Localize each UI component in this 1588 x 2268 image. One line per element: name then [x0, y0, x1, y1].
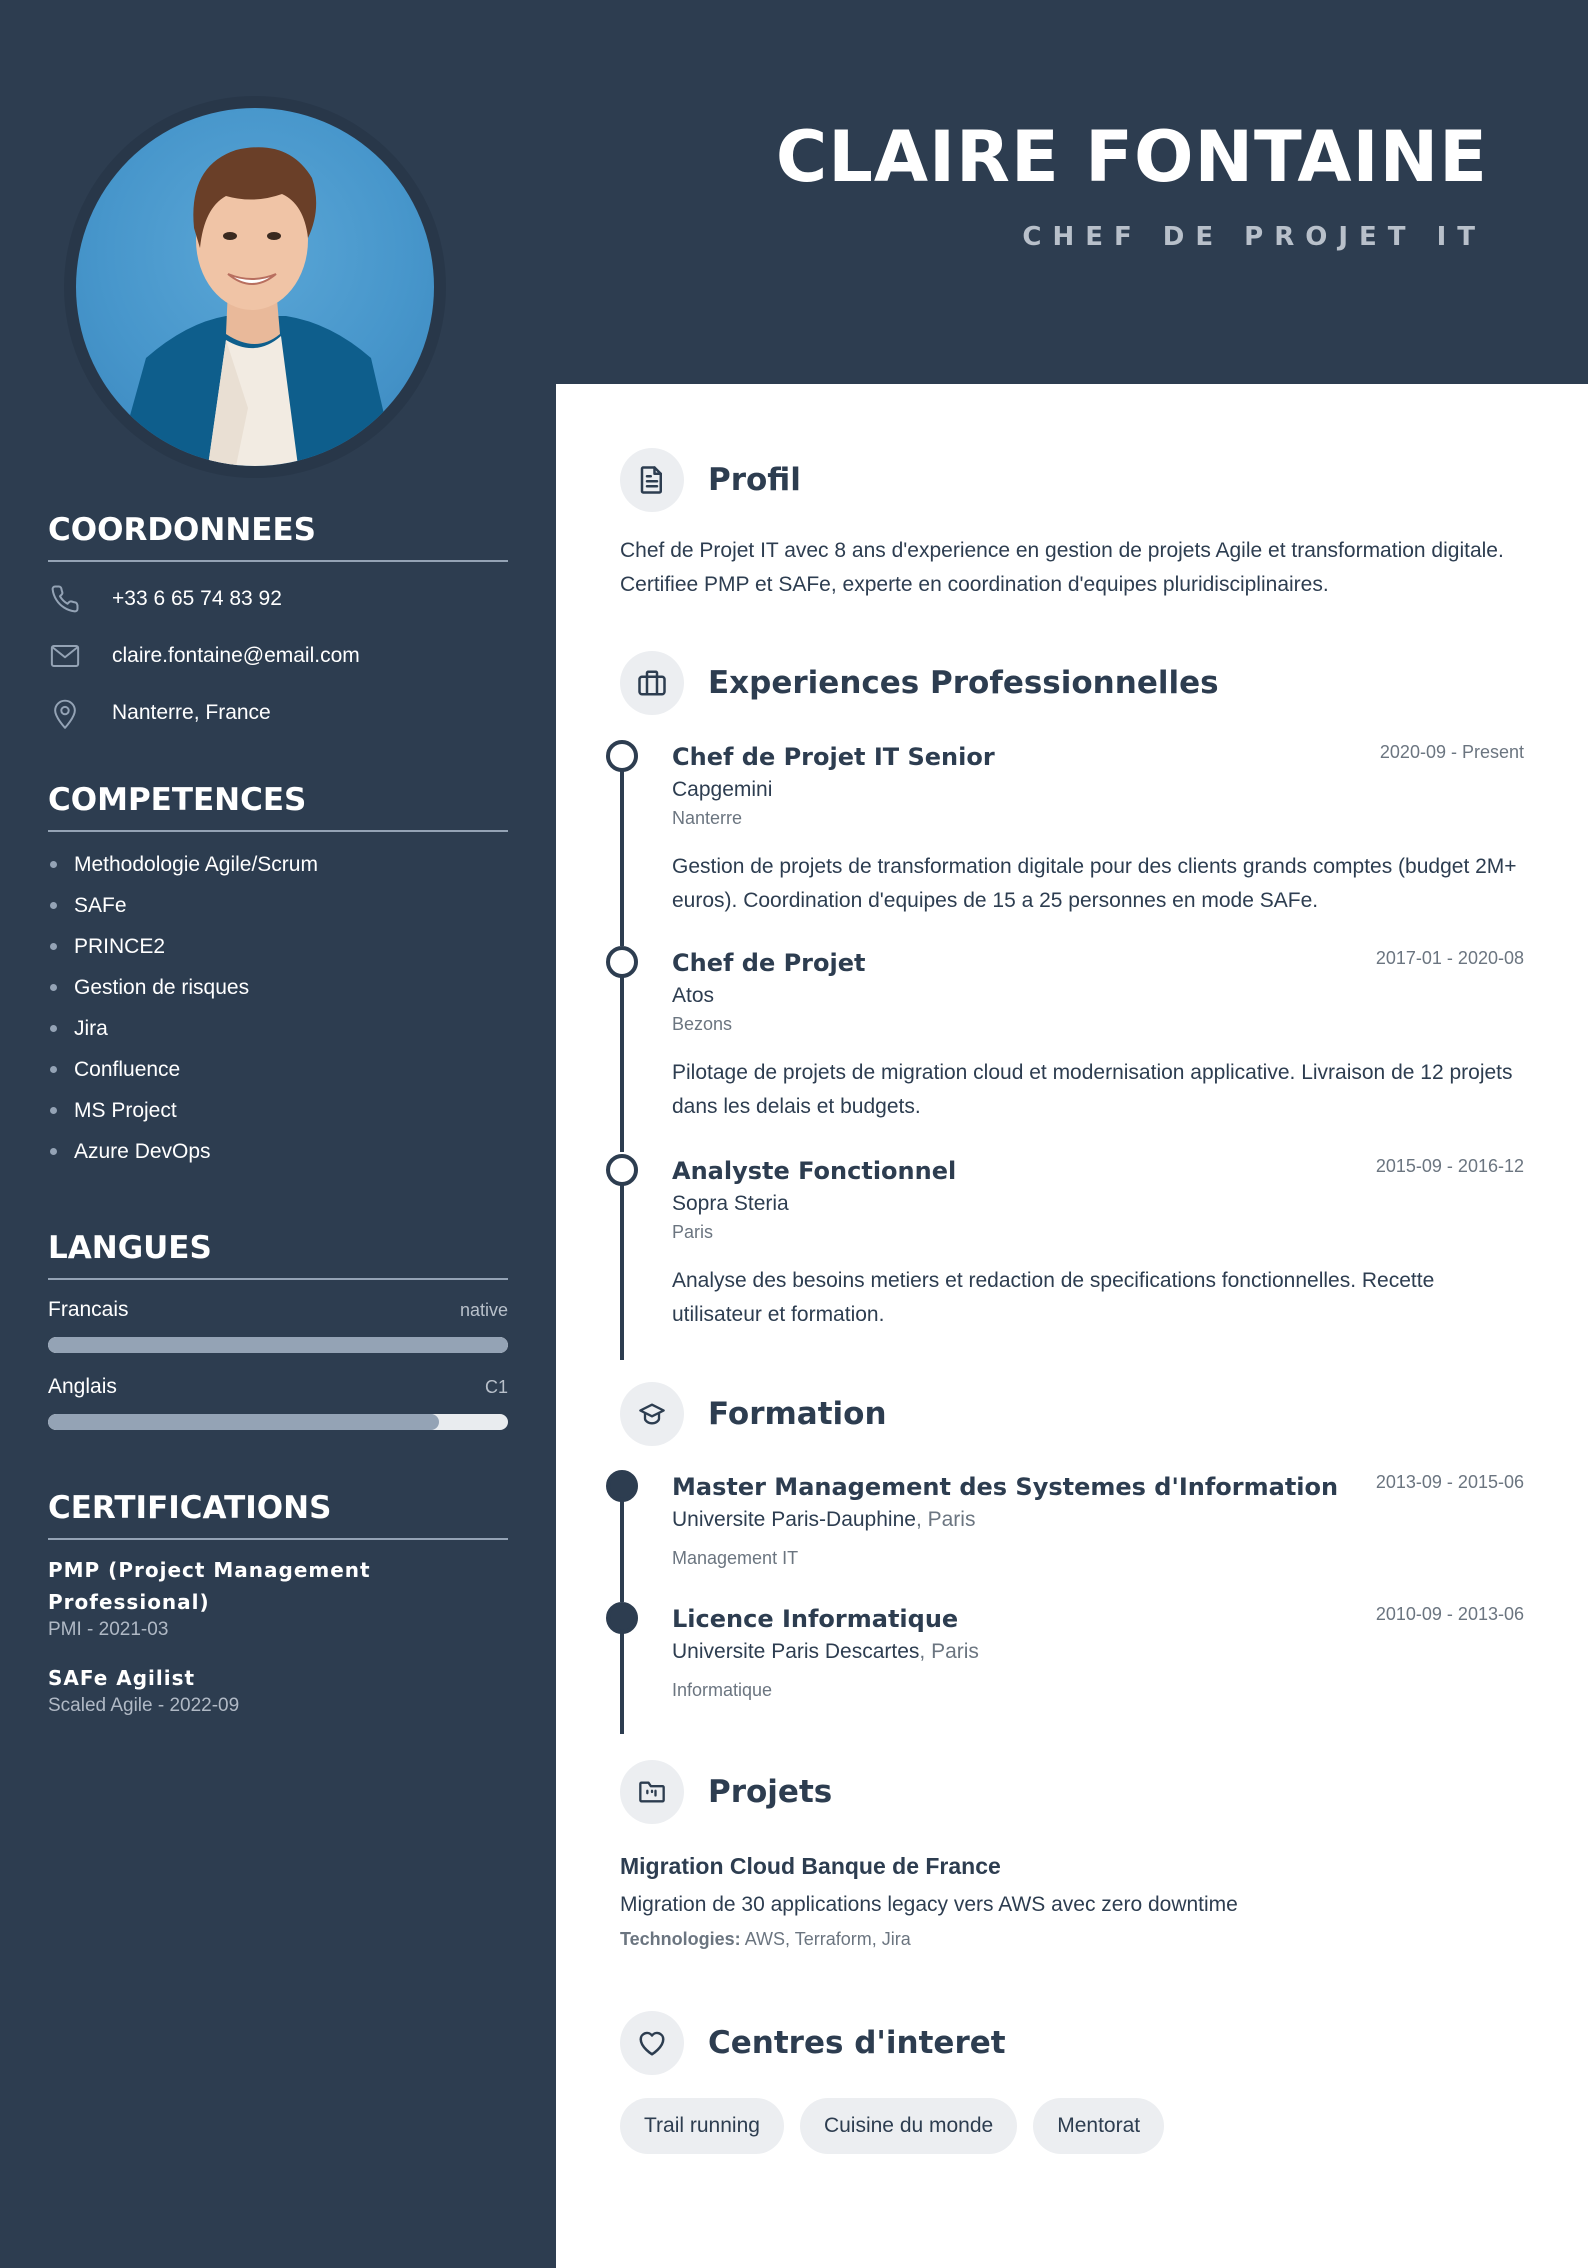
- contact-email[interactable]: [48, 627, 508, 684]
- languages-section: [48, 1230, 508, 1430]
- bullet-icon: [50, 1066, 57, 1073]
- skill-item: SAFe: [48, 885, 508, 926]
- timeline-line: [620, 972, 624, 1152]
- education-item: [620, 1470, 1524, 1602]
- education-heading: Formation: [708, 1396, 887, 1432]
- experience-company: Capgemini: [672, 778, 773, 801]
- experience-section-header: [620, 651, 1219, 715]
- interests-section-header: [620, 2011, 1006, 2075]
- certification-item: [48, 1554, 508, 1642]
- timeline-dot-icon: [606, 740, 638, 772]
- contact-phone[interactable]: [48, 570, 508, 627]
- education-dates: 2013-09 - 2015-06: [1375, 1472, 1524, 1492]
- timeline-dot-icon: [606, 1470, 638, 1502]
- experience-role: Chef de Projet IT Senior: [672, 743, 995, 771]
- graduation-cap-icon: [620, 1382, 684, 1446]
- folder-icon: [620, 1760, 684, 1824]
- interest-tag: Mentorat: [1033, 2098, 1164, 2154]
- phone-icon: [48, 582, 82, 616]
- certification-item: [48, 1662, 508, 1718]
- bullet-icon: [50, 902, 57, 909]
- candidate-name: CLAIRE FONTAINE: [775, 116, 1488, 198]
- timeline-line: [620, 1496, 624, 1602]
- experience-item: [620, 740, 1524, 946]
- language-name: Anglais: [48, 1375, 117, 1398]
- document-icon: [620, 448, 684, 512]
- experience-location: Nanterre: [672, 808, 743, 828]
- contact-location: [48, 684, 508, 741]
- heart-icon: [620, 2011, 684, 2075]
- language-bar-fill: [48, 1337, 508, 1353]
- avatar: [76, 108, 434, 466]
- mail-icon: [48, 639, 82, 673]
- certification-meta: Scaled Agile - 2022-09: [48, 1695, 240, 1716]
- profile-heading: Profil: [708, 462, 801, 498]
- language-level: C1: [484, 1377, 508, 1397]
- skill-item: Confluence: [48, 1049, 508, 1090]
- bullet-icon: [50, 1025, 57, 1032]
- timeline-dot-icon: [606, 946, 638, 978]
- briefcase-icon: [620, 651, 684, 715]
- experience-location: Bezons: [672, 1014, 733, 1034]
- projects-section-header: [620, 1760, 832, 1824]
- language-item: [48, 1375, 508, 1430]
- timeline-dot-icon: [606, 1154, 638, 1186]
- timeline-dot-icon: [606, 1602, 638, 1634]
- contact-section: [48, 512, 508, 741]
- skill-item: Jira: [48, 1008, 508, 1049]
- timeline-line: [620, 766, 624, 946]
- experience-dates: 2015-09 - 2016-12: [1375, 1156, 1524, 1176]
- education-section-header: [620, 1382, 887, 1446]
- email-text: claire.fontaine@email.com: [112, 643, 360, 667]
- language-bar: [48, 1337, 508, 1353]
- skill-item: MS Project: [48, 1090, 508, 1131]
- skill-item: Azure DevOps: [48, 1131, 508, 1172]
- experience-description: Gestion de projets de transformation digitale pour des clients grands comptes (budget 2M+ euros). Coordination d'equipes de 15 a 25 personnes en mode SAFe.: [672, 855, 1517, 912]
- experience-item: [620, 946, 1524, 1152]
- experience-dates: 2020-09 - Present: [1379, 742, 1524, 762]
- sidebar: [0, 0, 556, 2268]
- language-bar-fill: [48, 1414, 439, 1430]
- bullet-icon: [50, 943, 57, 950]
- language-level: native: [459, 1300, 508, 1320]
- interests-heading: Centres d'interet: [708, 2025, 1006, 2061]
- contact-heading: COORDONNEES: [48, 515, 508, 562]
- experience-description: Pilotage de projets de migration cloud et modernisation applicative. Livraison de 12 projets dans les delais et budgets.: [672, 1061, 1513, 1118]
- experience-company: Atos: [672, 984, 715, 1007]
- project-item: [620, 1849, 1520, 1950]
- languages-heading: LANGUES: [48, 1233, 508, 1280]
- projects-heading: Projets: [708, 1774, 833, 1810]
- skills-list: [48, 844, 508, 1172]
- main-content: [556, 384, 1588, 2268]
- certifications-section: [48, 1490, 508, 1718]
- bullet-icon: [50, 1107, 57, 1114]
- project-technologies: Technologies: AWS, Terraform, Jira: [620, 1929, 911, 1949]
- bullet-icon: [50, 1148, 57, 1155]
- profile-section-header: [620, 448, 801, 512]
- bullet-icon: [50, 861, 57, 868]
- education-dates: 2010-09 - 2013-06: [1375, 1604, 1524, 1624]
- interest-tag: Cuisine du monde: [800, 2098, 1017, 2154]
- education-place: , Paris: [919, 1640, 979, 1663]
- experience-item: [620, 1154, 1524, 1360]
- education-field: Informatique: [672, 1680, 773, 1700]
- experience-location: Paris: [672, 1222, 714, 1242]
- education-item: [620, 1602, 1524, 1734]
- profile-text: Chef de Projet IT avec 8 ans d'experience en gestion de projets Agile et transformation digitale. Certifiee PMP et SAFe, experte en coordination d'equipes pluridisciplinaires.: [620, 539, 1504, 596]
- certifications-heading: CERTIFICATIONS: [48, 1493, 508, 1540]
- certification-meta: PMI - 2021-03: [48, 1619, 169, 1640]
- education-place: , Paris: [915, 1508, 976, 1531]
- experience-role: Analyste Fonctionnel: [672, 1157, 957, 1185]
- skill-item: PRINCE2: [48, 926, 508, 967]
- bullet-icon: [50, 984, 57, 991]
- portrait-illustration: [76, 108, 434, 466]
- experience-dates: 2017-01 - 2020-08: [1375, 948, 1524, 968]
- experience-heading: Experiences Professionnelles: [708, 665, 1219, 701]
- skills-heading: COMPETENCES: [48, 785, 508, 832]
- timeline-line: [620, 1180, 624, 1360]
- project-name: Migration Cloud Banque de France: [620, 1853, 1001, 1879]
- education-degree: Licence Informatique: [672, 1605, 959, 1633]
- skill-item: Methodologie Agile/Scrum: [48, 844, 508, 885]
- skills-section: [48, 782, 508, 1172]
- phone-text: +33 6 65 74 83 92: [112, 586, 282, 610]
- certification-name: SAFe Agilist: [48, 1666, 196, 1690]
- certification-name: PMP (Project Management Professional): [48, 1558, 371, 1614]
- project-description: Migration de 30 applications legacy vers AWS avec zero downtime: [620, 1893, 1238, 1916]
- location-text: Nanterre, France: [112, 700, 271, 724]
- interests-tags: [620, 2098, 1164, 2154]
- experience-description: Analyse des besoins metiers et redaction de specifications fonctionnelles. Recette utilisateur et formation.: [672, 1269, 1435, 1326]
- education-school: Universite Paris Descartes: [672, 1640, 920, 1663]
- experience-company: Sopra Steria: [672, 1192, 789, 1215]
- language-name: Francais: [48, 1298, 129, 1321]
- education-field: Management IT: [672, 1548, 799, 1568]
- timeline-line: [620, 1628, 624, 1734]
- language-bar: [48, 1414, 508, 1430]
- skill-item: Gestion de risques: [48, 967, 508, 1008]
- language-item: [48, 1298, 508, 1353]
- interest-tag: Trail running: [620, 2098, 784, 2154]
- education-degree: Master Management des Systemes d'Information: [672, 1473, 1339, 1501]
- location-pin-icon: [48, 696, 82, 730]
- experience-role: Chef de Projet: [672, 949, 866, 977]
- education-school: Universite Paris-Dauphine: [672, 1508, 916, 1531]
- candidate-title: CHEF DE PROJET IT: [1022, 222, 1486, 252]
